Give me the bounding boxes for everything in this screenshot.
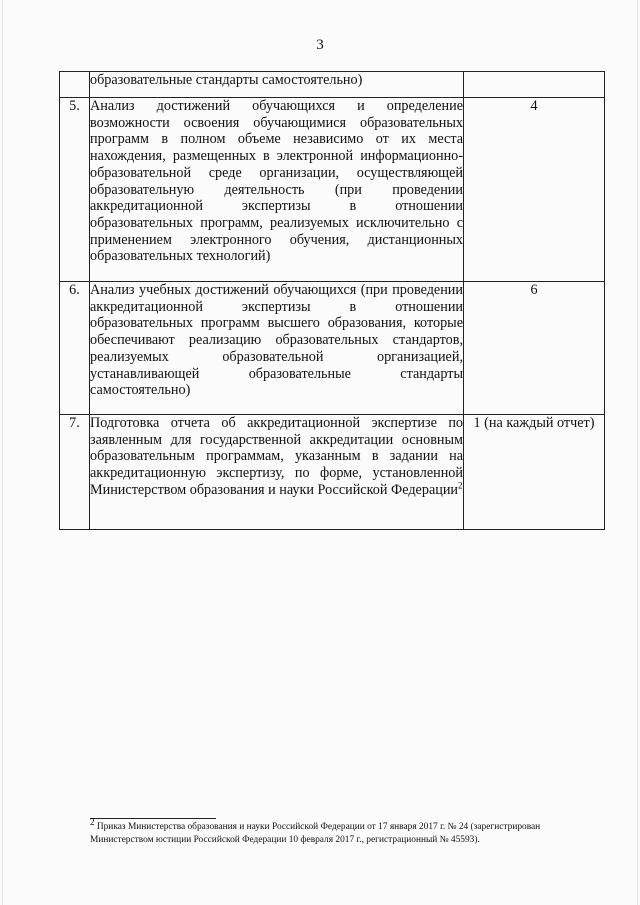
footnote-line-1	[90, 816, 635, 834]
footnote-reference: 2	[458, 480, 463, 491]
page-number: 3	[316, 37, 324, 53]
row-number: 5.	[60, 98, 90, 282]
footnote-text-1: Приказ Министерства образования и науки Российской Федерации от 17 января 2017 г. № 24 (зарегистрирован	[94, 822, 541, 832]
row-description-text: Подготовка отчета об аккредитационной экспертизе по заявленным для государственной аккредитации основным образовательным программам, указанным в задании на аккредитационную экспертизу, по форме, установленной Министерством образования и науки Российской Федерации	[90, 415, 463, 498]
row-quantity: 4	[464, 98, 605, 282]
services-table	[59, 71, 605, 530]
table-row	[60, 72, 605, 98]
footnote-marker: 2	[90, 816, 95, 827]
row-quantity: 6	[464, 282, 605, 415]
table-row	[60, 98, 605, 282]
row-number: 7.	[60, 415, 90, 530]
row-number	[60, 72, 90, 98]
table-row	[60, 415, 605, 530]
table-row	[60, 282, 605, 415]
page-edge-right	[637, 0, 638, 905]
row-quantity	[464, 72, 605, 98]
footnote	[90, 816, 635, 847]
row-quantity: 1 (на каждый отчет)	[464, 415, 605, 530]
row-description: Анализ учебных достижений обучающихся (при проведении аккредитационной экспертизы в отношении образовательных программ высшего образования, которые обеспечивают реализацию образовательных стандартов, реализуемых образовательной организацией, устанавливающей образовательные стандарты самостоятельно)	[90, 282, 464, 415]
row-description: образовательные стандарты самостоятельно)	[90, 72, 464, 98]
row-number: 6.	[60, 282, 90, 415]
footnote-line-2: Министерством юстиции Российской Федерации 10 февраля 2017 г., регистрационный № 45593).	[90, 835, 480, 845]
row-description: Анализ достижений обучающихся и определение возможности освоения обучающимися образовательных программ в полном объеме независимо от их места нахождения, размещенных в электронной информационно-образовательной среде организации, осуществляющей образовательную деятельность (при проведении аккредитационной экспертизы в отношении образовательных программ, реализуемых исключительно с применением электронного обучения, дистанционных образовательных технологий)	[90, 98, 464, 282]
page-edge-left	[2, 0, 3, 905]
row-description	[90, 415, 464, 530]
footnote-separator	[90, 818, 216, 819]
